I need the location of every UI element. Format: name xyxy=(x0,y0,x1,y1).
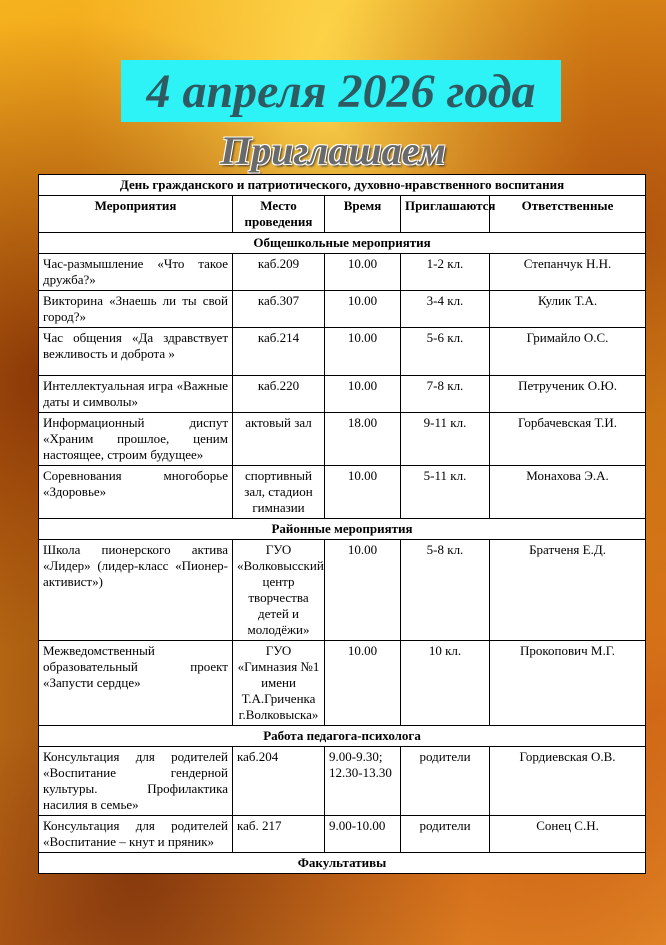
table-title: День гражданского и патриотического, духовно-нравственного воспитания xyxy=(39,175,646,196)
cell-invited: родители xyxy=(401,816,490,853)
table-row xyxy=(39,641,646,726)
table-row xyxy=(39,413,646,466)
cell-event: Информационный диспут «Храним прошлое, ценим настоящее, строим будущее» xyxy=(39,413,233,466)
cell-responsible: Прокопович М.Г. xyxy=(490,641,646,726)
cell-event: Консультация для родителей «Воспитание – кнут и пряник» xyxy=(39,816,233,853)
table-row xyxy=(39,291,646,328)
table-row xyxy=(39,254,646,291)
table-row xyxy=(39,328,646,376)
cell-place: каб.204 xyxy=(233,747,325,816)
cell-time: 10.00 xyxy=(325,641,401,726)
invite-heading: Приглашаем xyxy=(220,128,446,173)
cell-time: 10.00 xyxy=(325,540,401,641)
schedule-table xyxy=(38,174,646,874)
section-title: Общешкольные мероприятия xyxy=(39,233,646,254)
cell-event: Соревнования многоборье «Здоровье» xyxy=(39,466,233,519)
cell-invited: родители xyxy=(401,747,490,816)
cell-place: каб.214 xyxy=(233,328,325,376)
cell-responsible: Сонец С.Н. xyxy=(490,816,646,853)
cell-responsible: Гримайло О.С. xyxy=(490,328,646,376)
cell-invited: 7-8 кл. xyxy=(401,376,490,413)
cell-invited: 5-11 кл. xyxy=(401,466,490,519)
date-banner xyxy=(121,60,561,122)
cell-time: 10.00 xyxy=(325,291,401,328)
section-title: Районные мероприятия xyxy=(39,519,646,540)
cell-time: 10.00 xyxy=(325,328,401,376)
table-row xyxy=(39,466,646,519)
section-title: Факультативы xyxy=(39,853,646,874)
cell-event: Интеллектуальная игра «Важные даты и символы» xyxy=(39,376,233,413)
section-row xyxy=(39,853,646,874)
table-title-row xyxy=(39,175,646,196)
cell-invited: 1-2 кл. xyxy=(401,254,490,291)
cell-time: 9.00-10.00 xyxy=(325,816,401,853)
cell-invited: 3-4 кл. xyxy=(401,291,490,328)
cell-event: Час общения «Да здравствует вежливость и доброта » xyxy=(39,328,233,376)
cell-place: каб.220 xyxy=(233,376,325,413)
cell-event: Школа пионерского актива «Лидер» (лидер-класс «Пионер-активист») xyxy=(39,540,233,641)
cell-place: ГУО «Гимназия №1 имени Т.А.Гриченка г.Волковыска» xyxy=(233,641,325,726)
table-row xyxy=(39,376,646,413)
cell-invited: 5-8 кл. xyxy=(401,540,490,641)
section-row xyxy=(39,519,646,540)
cell-event: Час-размышление «Что такое дружба?» xyxy=(39,254,233,291)
cell-invited: 9-11 кл. xyxy=(401,413,490,466)
cell-responsible: Кулик Т.А. xyxy=(490,291,646,328)
cell-event: Консультация для родителей «Воспитание гендерной культуры. Профилактика насилия в семье» xyxy=(39,747,233,816)
table-row xyxy=(39,540,646,641)
column-header-invited: Приглашаются xyxy=(401,196,490,233)
table-row xyxy=(39,816,646,853)
cell-time: 10.00 xyxy=(325,254,401,291)
cell-responsible: Гордиевская О.В. xyxy=(490,747,646,816)
column-header-event: Мероприятия xyxy=(39,196,233,233)
section-row xyxy=(39,233,646,254)
column-header-responsible: Ответственные xyxy=(490,196,646,233)
section-row xyxy=(39,726,646,747)
cell-responsible: Братченя Е.Д. xyxy=(490,540,646,641)
cell-place: спортивный зал, стадион гимназии xyxy=(233,466,325,519)
section-title: Работа педагога-психолога xyxy=(39,726,646,747)
cell-time: 9.00-9.30; 12.30-13.30 xyxy=(325,747,401,816)
table-header-row xyxy=(39,196,646,233)
cell-place: каб. 217 xyxy=(233,816,325,853)
cell-time: 18.00 xyxy=(325,413,401,466)
cell-responsible: Петрученик О.Ю. xyxy=(490,376,646,413)
cell-responsible: Монахова Э.А. xyxy=(490,466,646,519)
cell-invited: 5-6 кл. xyxy=(401,328,490,376)
cell-event: Межведомственный образовательный проект «Запусти сердце» xyxy=(39,641,233,726)
cell-place: ГУО «Волковысский центр творчества детей и молодёжи» xyxy=(233,540,325,641)
cell-time: 10.00 xyxy=(325,466,401,519)
cell-responsible: Горбачевская Т.И. xyxy=(490,413,646,466)
cell-place: актовый зал xyxy=(233,413,325,466)
column-header-place: Место проведения xyxy=(233,196,325,233)
cell-responsible: Степанчук Н.Н. xyxy=(490,254,646,291)
cell-place: каб.209 xyxy=(233,254,325,291)
cell-place: каб.307 xyxy=(233,291,325,328)
cell-event: Викторина «Знаешь ли ты свой город?» xyxy=(39,291,233,328)
column-header-time: Время xyxy=(325,196,401,233)
cell-invited: 10 кл. xyxy=(401,641,490,726)
cell-time: 10.00 xyxy=(325,376,401,413)
date-title: 4 апреля 2026 года xyxy=(146,64,536,118)
table-row xyxy=(39,747,646,816)
